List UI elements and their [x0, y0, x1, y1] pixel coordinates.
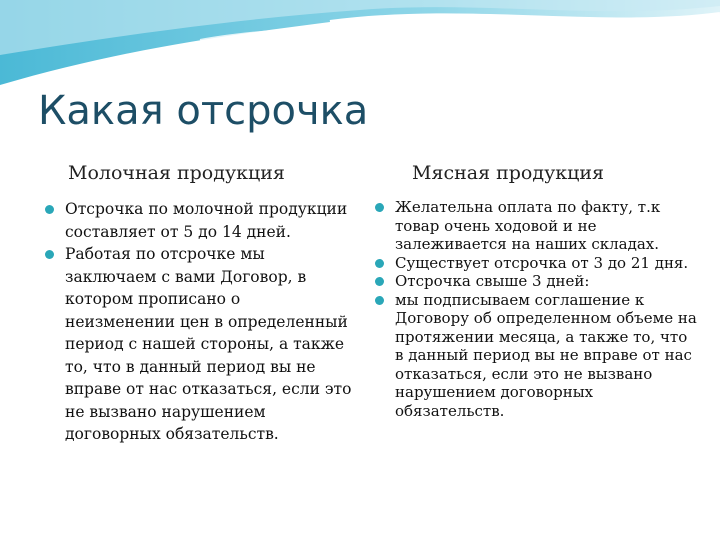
right-column-heading: Мясная продукция	[412, 162, 604, 184]
bullet-icon	[375, 203, 384, 212]
list-item-text: Отсрочка по молочной продукции составляет от 5 до 14 дней.	[65, 200, 348, 241]
bullet-icon	[45, 250, 54, 259]
list-item	[395, 272, 700, 291]
bullet-icon	[375, 296, 384, 305]
bullet-icon	[45, 205, 54, 214]
list-item-text: Желательна оплата по факту, т.к товар очень ходовой и не залеживается на наших складах.	[395, 198, 661, 253]
list-item-text: Отсрочка свыше 3 дней:	[395, 272, 590, 290]
list-item-text: Существует отсрочка от 3 до 21 дня.	[395, 253, 689, 272]
header-wave-decoration	[0, 0, 720, 90]
list-item	[395, 291, 700, 421]
right-column-list	[395, 198, 700, 420]
list-item	[65, 198, 355, 243]
left-column-list	[65, 198, 355, 446]
list-item	[395, 198, 700, 254]
bullet-icon	[375, 259, 384, 268]
list-item	[395, 254, 700, 273]
list-item	[65, 243, 355, 446]
bullet-icon	[375, 277, 384, 286]
slide-title: Какая отсрочка	[38, 88, 369, 134]
list-item-text: мы подписываем соглашение к Договору об определенном объеме на протяжении месяца, а также то, что в данный период вы не вправе от нас отказаться, если это не вызвано нарушением договорных обязательств.	[395, 290, 697, 420]
list-item-text: Работая по отсрочке мы заключаем с вами Договор, в котором прописано о неизменении цен в определенный период с нашей стороны, а также то, что в данный период вы не вправе от нас отказаться, если это не вызвано нарушением договорных обязательств.	[65, 245, 352, 443]
left-column-heading: Молочная продукция	[68, 162, 285, 184]
